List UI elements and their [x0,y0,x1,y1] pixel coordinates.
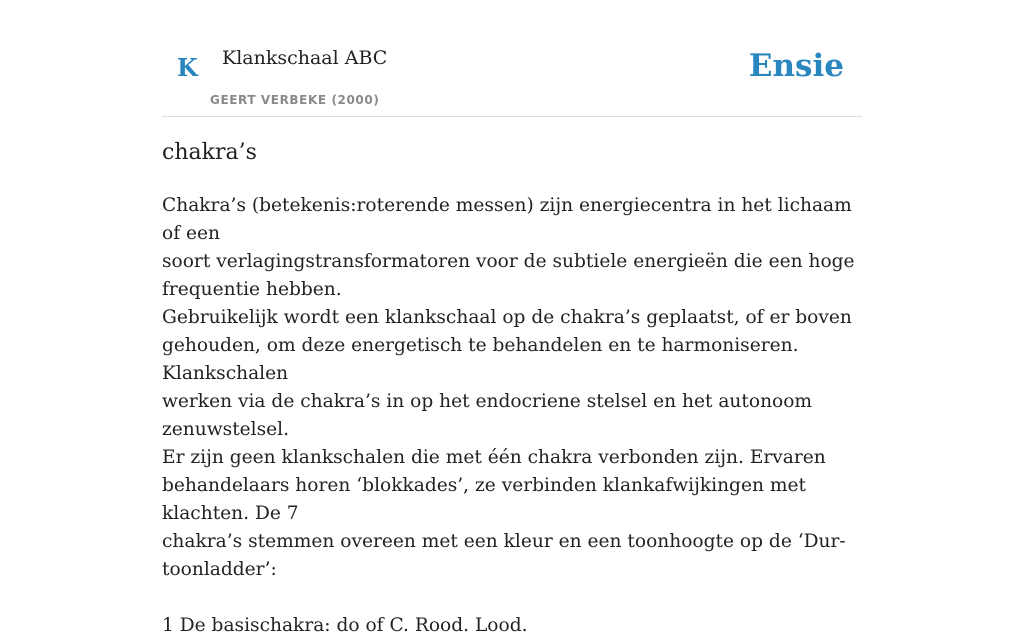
entry-header [162,0,862,117]
list-item-first: 1 De basischakra: do of C. Rood. Lood. [162,615,528,636]
body-line: gehouden, om deze energetisch te behandelen en te harmoniseren. Klankschalen [162,335,799,384]
body-line: Gebruikelijk wordt een klankschaal op de chakra’s geplaatst, of er boven [162,307,852,328]
author-credit[interactable]: GEERT VERBEKE (2000) [210,93,380,107]
body-line: chakra’s stemmen overeen met een kleur en een toonhoogte op de ‘Dur- [162,531,846,552]
body-line: behandelaars horen ‘blokkades’, ze verbinden klankafwijkingen met klachten. De 7 [162,475,806,524]
body-line: frequentie hebben. [162,279,342,300]
book-logo-letter[interactable]: K [177,53,198,82]
body-line: Chakra’s (betekenis:roterende messen) zijn energiecentra in het lichaam of een [162,195,852,244]
entry-body [162,192,862,640]
paragraph-gap [162,584,862,612]
book-title[interactable]: Klankschaal ABC [222,47,388,69]
body-line: werken via de chakra’s in op het endocriene stelsel en het autonoom zenuwstelsel. [162,391,813,440]
body-line: Er zijn geen klankschalen die met één chakra verbonden zijn. Ervaren [162,447,826,468]
body-line: toonladder’: [162,559,277,580]
entry-title: chakra’s [162,140,257,165]
ensie-logo[interactable]: Ensie [748,48,844,84]
body-line: soort verlagingstransformatoren voor de subtiele energieën die een hoge [162,251,855,272]
